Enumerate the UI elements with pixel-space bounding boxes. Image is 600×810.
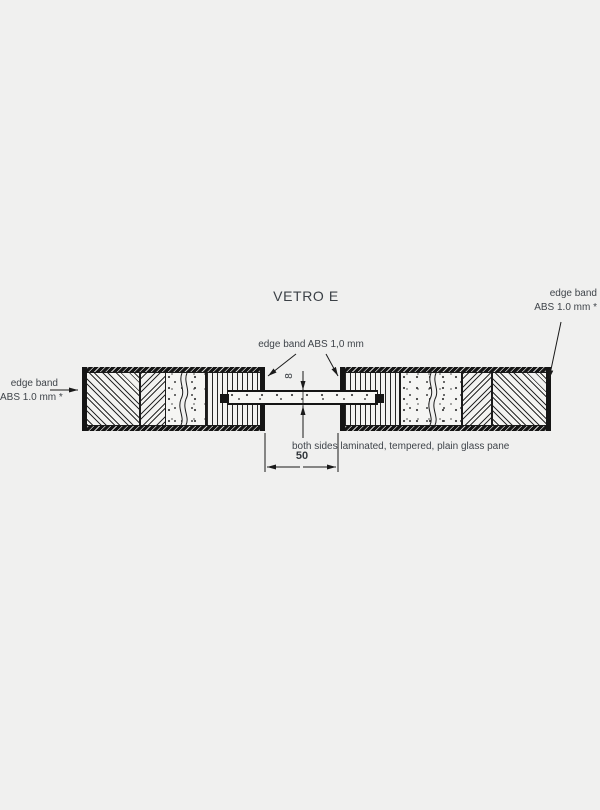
edge-band-label-center: edge band ABS 1,0 mm xyxy=(258,339,364,350)
edge-band-label-right-line2: ABS 1.0 mm * xyxy=(534,302,597,313)
edge-band-label-right-line1: edge band xyxy=(549,288,597,299)
leader-edge-band-center-right xyxy=(326,354,338,376)
edge-band-label-left-line2: ABS 1.0 mm * xyxy=(0,392,63,403)
leader-edge-band-right xyxy=(549,322,561,379)
edge-band-label-left-line1: edge band xyxy=(10,378,58,389)
dimension-glass-overlap: 50 xyxy=(295,450,309,462)
glass-note-label: both sides laminated, tempered, plain glass pane xyxy=(292,441,510,452)
drawing-title: VETRO E xyxy=(273,288,339,304)
leader-edge-band-center-left xyxy=(268,354,296,376)
dimension-glass-thickness: 8 xyxy=(284,373,295,379)
